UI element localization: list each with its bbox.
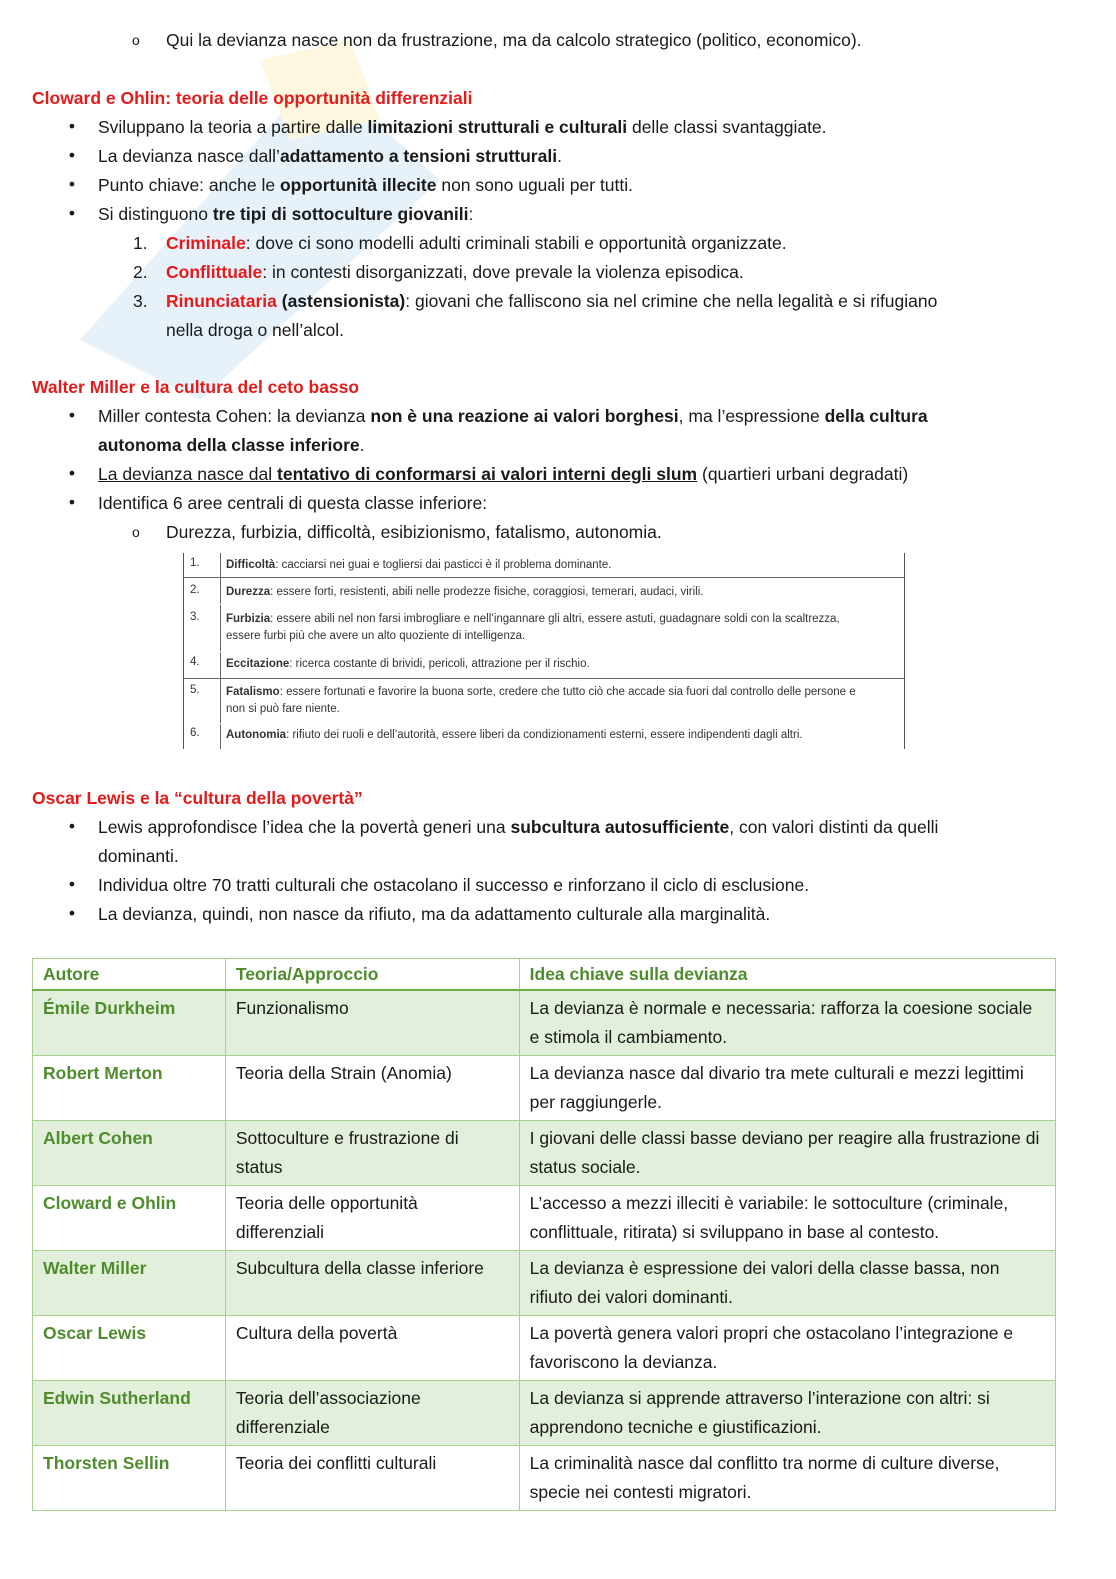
idea-cell: L’accesso a mezzi illeciti è variabile: le sottoculture (criminale, conflittuale, ritirata) si sviluppano in base al contesto. [519, 1186, 1055, 1251]
author-cell: Émile Durkheim [33, 990, 226, 1056]
idea-cell: La devianza è espressione dei valori della classe bassa, non rifiuto dei valori dominanti. [519, 1251, 1055, 1316]
author-cell: Albert Cohen [33, 1121, 226, 1186]
bullet-icon: • [68, 463, 76, 483]
summary-table [32, 958, 1056, 1511]
author-cell: Robert Merton [33, 1056, 226, 1121]
bullet-icon: • [68, 874, 76, 894]
list-number: 1. [133, 233, 148, 253]
theory-cell: Teoria delle opportunità differenziali [225, 1186, 519, 1251]
theory-cell: Sottoculture e frustrazione di status [225, 1121, 519, 1186]
idea-cell: La devianza nasce dal divario tra mete culturali e mezzi legittimi per raggiungerle. [519, 1056, 1055, 1121]
table-row [33, 1446, 1056, 1511]
table-row [33, 1121, 1056, 1186]
table-row [33, 990, 1056, 1056]
lewis-bullet-3: La devianza, quindi, non nasce da rifiuto, ma da adattamento culturale alla marginalità. [98, 904, 771, 924]
list-number: 3. [133, 291, 148, 311]
bullet-icon: • [68, 903, 76, 923]
theory-cell: Funzionalismo [225, 990, 519, 1056]
table-row [33, 1186, 1056, 1251]
theory-cell: Teoria della Strain (Anomia) [225, 1056, 519, 1121]
cloward-bullet-2: La devianza nasce dall’adattamento a tensioni strutturali. [98, 146, 562, 166]
subculture-rinunciataria-cont: nella droga o nell’alcol. [166, 320, 345, 340]
theory-cell: Cultura della povertà [225, 1316, 519, 1381]
miller-bullet-2: La devianza nasce dal tentativo di conformarsi ai valori interni degli slum (quartieri urbani degradati) [98, 464, 909, 484]
list-number: 2. [133, 262, 148, 282]
table-row [33, 1381, 1056, 1446]
sub-bullet-icon: o [132, 32, 140, 48]
lower-class-areas-image-table [183, 553, 905, 749]
table-row [33, 1056, 1056, 1121]
image-table-row: 5. Fatalismo: essere fortunati e favorire la buona sorte, credere che tutto ciò che accade sia fuori dal controllo delle persone e non si può fare niente. [184, 679, 904, 723]
bullet-icon: • [68, 405, 76, 425]
bullet-icon: • [68, 492, 76, 512]
idea-cell: I giovani delle classi basse deviano per reagire alla frustrazione di status sociale. [519, 1121, 1055, 1186]
subculture-rinunciataria: Rinunciataria (astensionista): giovani che falliscono sia nel crimine che nella legalità e si rifugiano [166, 291, 938, 311]
lewis-bullet-1-cont: dominanti. [98, 846, 179, 866]
author-cell: Edwin Sutherland [33, 1381, 226, 1446]
column-header: Teoria/Approccio [225, 959, 519, 991]
author-cell: Oscar Lewis [33, 1316, 226, 1381]
image-table-row: 3. Furbizia: essere abili nel non farsi imbrogliare e nell’ingannare gli altri, essere astuti, guadagnare soldi con la scaltrezza, essere furbi più che avere un alto quoziente di intelligenza. [184, 605, 904, 651]
bullet-icon: • [68, 116, 76, 136]
section-heading-lewis: Oscar Lewis e la “cultura della povertà” [32, 788, 363, 808]
subculture-conflittuale: Conflittuale: in contesti disorganizzati, dove prevale la violenza episodica. [166, 262, 744, 282]
table-row [33, 1251, 1056, 1316]
image-table-row: 4. Eccitazione: ricerca costante di brividi, pericoli, attrazione per il rischio. [184, 652, 904, 679]
image-table-row: 2. Durezza: essere forti, resistenti, abili nelle prodezze fisiche, coraggiosi, temerari, audaci, virili. [184, 578, 904, 604]
lewis-bullet-2: Individua oltre 70 tratti culturali che ostacolano il successo e rinforzano il ciclo di esclusione. [98, 875, 810, 895]
idea-cell: La devianza si apprende attraverso l’interazione con altri: si apprendono tecniche e giustificazioni. [519, 1381, 1055, 1446]
column-header: Autore [33, 959, 226, 991]
column-header: Idea chiave sulla devianza [519, 959, 1055, 991]
table-row [33, 1316, 1056, 1381]
subculture-criminale: Criminale: dove ci sono modelli adulti criminali stabili e opportunità organizzate. [166, 233, 787, 253]
author-cell: Cloward e Ohlin [33, 1186, 226, 1251]
cloward-bullet-1: Sviluppano la teoria a partire dalle limitazioni strutturali e culturali delle classi svantaggiate. [98, 117, 827, 137]
section-heading-miller: Walter Miller e la cultura del ceto basso [32, 377, 360, 397]
image-table-row: 6. Autonomia: rifiuto dei ruoli e dell’autorità, essere liberi da condizionamenti esterni, essere indipendenti dagli altri. [184, 724, 904, 749]
cloward-bullet-4: Si distinguono tre tipi di sottoculture giovanili: [98, 204, 474, 224]
author-cell: Thorsten Sellin [33, 1446, 226, 1511]
idea-cell: La devianza è normale e necessaria: rafforza la coesione sociale e stimola il cambiamento. [519, 990, 1055, 1056]
theory-cell: Teoria dell’associazione differenziale [225, 1381, 519, 1446]
bullet-icon: • [68, 174, 76, 194]
miller-bullet-3: Identifica 6 aree centrali di questa classe inferiore: [98, 493, 488, 513]
theory-cell: Subcultura della classe inferiore [225, 1251, 519, 1316]
miller-bullet-1-cont: autonoma della classe inferiore. [98, 435, 365, 455]
miller-bullet-1: Miller contesta Cohen: la devianza non è una reazione ai valori borghesi, ma l’espressione della cultura [98, 406, 928, 426]
bullet-icon: • [68, 145, 76, 165]
idea-cell: La povertà genera valori propri che ostacolano l’integrazione e favoriscono la devianza. [519, 1316, 1055, 1381]
image-table-row: 1. Difficoltà: cacciarsi nei guai e togliersi dai pasticci è il problema dominante. [184, 553, 904, 578]
bullet-icon: • [68, 816, 76, 836]
lewis-bullet-1: Lewis approfondisce l’idea che la povertà generi una subcultura autosufficiente, con valori distinti da quelli [98, 817, 939, 837]
theory-cell: Teoria dei conflitti culturali [225, 1446, 519, 1511]
author-cell: Walter Miller [33, 1251, 226, 1316]
sub-bullet-icon: o [132, 524, 140, 540]
cloward-bullet-3: Punto chiave: anche le opportunità illecite non sono uguali per tutti. [98, 175, 634, 195]
table-header-row [33, 959, 1056, 991]
idea-cell: La criminalità nasce dal conflitto tra norme di culture diverse, specie nei contesti migratori. [519, 1446, 1055, 1511]
miller-sub-item: Durezza, furbizia, difficoltà, esibizionismo, fatalismo, autonomia. [166, 522, 662, 542]
section-heading-cloward: Cloward e Ohlin: teoria delle opportunità differenziali [32, 88, 473, 108]
top-sub-item: Qui la devianza nasce non da frustrazione, ma da calcolo strategico (politico, economico). [166, 30, 862, 50]
bullet-icon: • [68, 203, 76, 223]
